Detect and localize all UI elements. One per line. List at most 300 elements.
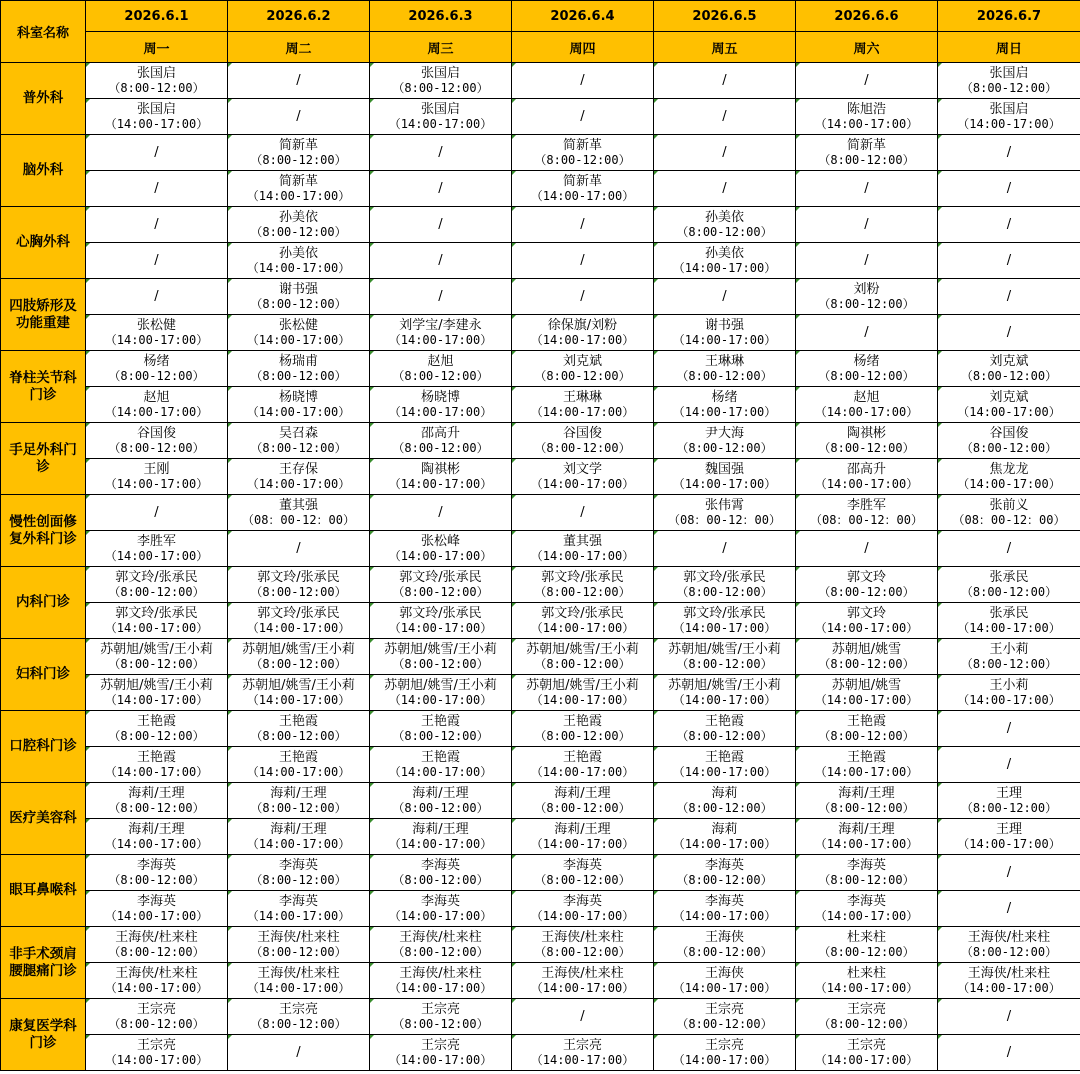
schedule-cell — [228, 963, 370, 999]
time-slot: （8:00-12:00） — [108, 944, 205, 959]
schedule-cell — [370, 603, 512, 639]
time-slot: （14:00-17:00） — [104, 764, 209, 779]
schedule-cell — [228, 1035, 370, 1071]
schedule-cell — [938, 459, 1080, 495]
table-row — [1, 819, 1080, 855]
schedule-cell — [796, 819, 938, 855]
table-row — [1, 387, 1080, 423]
schedule-cell — [370, 315, 512, 351]
time-slot: （14:00-17:00） — [388, 332, 493, 347]
time-slot: （14:00-17:00） — [530, 836, 635, 851]
time-slot: （14:00-17:00） — [388, 764, 493, 779]
schedule-cell — [938, 675, 1080, 711]
department-name: 口腔科门诊 — [1, 711, 86, 783]
time-slot: （8:00-12:00） — [392, 872, 489, 887]
doctor-name: 苏朝旭/姚雪/王小莉 — [384, 641, 497, 657]
department-name: 脊柱关节科门诊 — [1, 351, 86, 423]
doctor-name: 苏朝旭/姚雪/王小莉 — [526, 641, 639, 657]
doctor-name: 张承民 — [989, 605, 1029, 621]
schedule-cell — [654, 891, 796, 927]
time-slot: （14:00-17:00） — [814, 1052, 919, 1067]
schedule-cell — [512, 711, 654, 747]
schedule-cell — [370, 747, 512, 783]
doctor-name: 谷国俊 — [562, 425, 602, 441]
doctor-name: 杨晓博 — [278, 389, 318, 405]
doctor-name: 谢书强 — [278, 281, 318, 297]
schedule-cell — [796, 783, 938, 819]
doctor-name: 焦龙龙 — [989, 461, 1029, 477]
schedule-cell — [938, 1035, 1080, 1071]
doctor-name: 简新革 — [846, 137, 886, 153]
time-slot: （8:00-12:00） — [250, 944, 347, 959]
doctor-name: 杨绪 — [853, 353, 880, 369]
schedule-cell — [938, 711, 1080, 747]
doctor-name: 郭文玲/张承民 — [541, 569, 624, 585]
schedule-cell — [654, 315, 796, 351]
schedule-cell — [228, 675, 370, 711]
doctor-name: 谢书强 — [704, 317, 744, 333]
schedule-cell — [796, 351, 938, 387]
time-slot: （8:00-12:00） — [960, 584, 1058, 599]
time-slot: （8:00-12:00） — [818, 800, 915, 815]
table-body — [1, 63, 1080, 1071]
time-slot: （14:00-17:00） — [104, 908, 209, 923]
schedule-cell — [512, 207, 654, 243]
doctor-name: 董其强 — [278, 497, 318, 513]
doctor-name: 海莉 — [711, 821, 738, 837]
schedule-cell — [512, 135, 654, 171]
time-slot: （14:00-17:00） — [104, 980, 209, 995]
schedule-cell — [512, 927, 654, 963]
time-slot: （14:00-17:00） — [957, 980, 1061, 995]
doctor-name: 谷国俊 — [136, 425, 176, 441]
time-slot: （14:00-17:00） — [672, 332, 777, 347]
weekday-header: 周六 — [796, 32, 938, 63]
schedule-cell — [796, 279, 938, 315]
schedule-cell — [512, 315, 654, 351]
time-slot: （8:00-12:00） — [392, 656, 489, 671]
time-slot: （14:00-17:00） — [672, 908, 777, 923]
schedule-cell — [512, 279, 654, 315]
time-slot: （8:00-12:00） — [534, 872, 631, 887]
time-slot: （14:00-17:00） — [104, 836, 209, 851]
schedule-cell — [654, 1035, 796, 1071]
schedule-cell — [512, 243, 654, 279]
time-slot: （8:00-12:00） — [250, 584, 347, 599]
schedule-cell — [86, 963, 228, 999]
time-slot: （8:00-12:00） — [108, 440, 205, 455]
doctor-name: 王海侠 — [704, 929, 744, 945]
doctor-name: 简新革 — [278, 173, 318, 189]
doctor-name: 李海英 — [562, 893, 602, 909]
schedule-cell — [86, 567, 228, 603]
no-clinic-mark: / — [1006, 901, 1012, 916]
no-clinic-mark: / — [864, 253, 869, 268]
doctor-name: 苏朝旭/姚雪/王小莉 — [100, 641, 213, 657]
schedule-cell — [86, 279, 228, 315]
doctor-name: 海莉/王理 — [838, 821, 895, 837]
time-slot: （8:00-12:00） — [108, 800, 205, 815]
schedule-cell — [654, 279, 796, 315]
doctor-name: 王理 — [995, 821, 1022, 837]
schedule-cell — [512, 531, 654, 567]
time-slot: （14:00-17:00） — [388, 836, 493, 851]
doctor-name: 王理 — [995, 785, 1022, 801]
table-row — [1, 891, 1080, 927]
department-name: 普外科 — [1, 63, 86, 135]
time-slot: （8:00-12:00） — [392, 1016, 489, 1031]
schedule-cell — [512, 891, 654, 927]
schedule-cell — [654, 135, 796, 171]
schedule-cell — [86, 459, 228, 495]
time-slot: （14:00-17:00） — [957, 476, 1061, 491]
doctor-name: 杨绪 — [143, 353, 170, 369]
doctor-name: 李海英 — [136, 857, 176, 873]
schedule-cell — [938, 315, 1080, 351]
schedule-cell — [370, 351, 512, 387]
doctor-name: 海莉/王理 — [554, 785, 611, 801]
time-slot: （8:00-12:00） — [392, 368, 489, 383]
time-slot: （8:00-12:00） — [534, 728, 631, 743]
time-slot: （14:00-17:00） — [246, 908, 351, 923]
dept-column-header: 科室名称 — [1, 1, 86, 63]
weekday-header: 周四 — [512, 32, 654, 63]
doctor-name: 徐保旗/刘粉 — [547, 317, 618, 333]
schedule-cell — [86, 891, 228, 927]
time-slot: （14:00-17:00） — [672, 404, 777, 419]
date-row — [1, 1, 1080, 32]
time-slot: （14:00-17:00） — [246, 980, 351, 995]
doctor-name: 孙美依 — [278, 209, 318, 225]
doctor-name: 苏朝旭/姚雪 — [831, 641, 902, 657]
schedule-cell — [796, 99, 938, 135]
schedule-cell — [796, 387, 938, 423]
no-clinic-mark: / — [438, 505, 443, 520]
time-slot: （8:00-12:00） — [108, 656, 205, 671]
no-clinic-mark: / — [580, 73, 585, 88]
doctor-name: 赵旭 — [427, 353, 454, 369]
no-clinic-mark: / — [1006, 217, 1012, 232]
table-row — [1, 459, 1080, 495]
table-row — [1, 279, 1080, 315]
doctor-name: 吴召森 — [278, 425, 318, 441]
time-slot: （8:00-12:00） — [818, 152, 915, 167]
schedule-cell — [796, 531, 938, 567]
schedule-cell — [370, 1035, 512, 1071]
schedule-cell — [796, 459, 938, 495]
schedule-cell — [228, 747, 370, 783]
weekday-header: 周日 — [938, 32, 1080, 63]
table-row — [1, 675, 1080, 711]
time-slot: （14:00-17:00） — [388, 692, 493, 707]
doctor-name: 王海侠 — [704, 965, 744, 981]
table-row — [1, 567, 1080, 603]
schedule-cell — [796, 711, 938, 747]
doctor-name: 张松峰 — [420, 533, 460, 549]
schedule-cell — [370, 243, 512, 279]
time-slot: （14:00-17:00） — [530, 692, 635, 707]
no-clinic-mark: / — [722, 109, 727, 124]
time-slot: （8:00-12:00） — [250, 728, 347, 743]
no-clinic-mark: / — [1006, 325, 1012, 340]
time-slot: （8:00-12:00） — [534, 656, 631, 671]
no-clinic-mark: / — [154, 253, 159, 268]
doctor-name: 孙美依 — [704, 245, 744, 261]
schedule-cell — [370, 927, 512, 963]
schedule-cell — [86, 819, 228, 855]
schedule-cell — [512, 747, 654, 783]
doctor-name: 王海侠/杜来柱 — [257, 929, 340, 945]
schedule-cell — [796, 891, 938, 927]
schedule-cell — [370, 711, 512, 747]
doctor-name: 郭文玲/张承民 — [115, 605, 198, 621]
time-slot: （14:00-17:00） — [388, 548, 493, 563]
doctor-name: 董其强 — [562, 533, 602, 549]
doctor-name: 王宗亮 — [278, 1001, 318, 1017]
date-header: 2026.6.1 — [86, 1, 228, 32]
no-clinic-mark: / — [154, 217, 159, 232]
schedule-cell — [654, 819, 796, 855]
time-slot: （8:00-12:00） — [250, 224, 347, 239]
doctor-name: 王海侠/杜来柱 — [541, 965, 624, 981]
schedule-cell — [228, 819, 370, 855]
doctor-name: 苏朝旭/姚雪/王小莉 — [668, 641, 781, 657]
schedule-cell — [86, 1035, 228, 1071]
time-slot: （14:00-17:00） — [814, 692, 919, 707]
doctor-name: 王宗亮 — [136, 1037, 176, 1053]
doctor-name: 郭文玲/张承民 — [257, 605, 340, 621]
schedule-cell — [370, 135, 512, 171]
time-slot: （8:00-12:00） — [392, 944, 489, 959]
time-slot: （8:00-12:00） — [108, 584, 205, 599]
doctor-name: 苏朝旭/姚雪/王小莉 — [242, 641, 355, 657]
table-row — [1, 531, 1080, 567]
doctor-name: 王海侠/杜来柱 — [115, 929, 198, 945]
schedule-cell — [654, 495, 796, 531]
time-slot: （8:00-12:00） — [960, 944, 1058, 959]
schedule-cell — [370, 387, 512, 423]
schedule-cell — [938, 63, 1080, 99]
time-slot: （14:00-17:00） — [246, 764, 351, 779]
time-slot: （14:00-17:00） — [957, 116, 1061, 131]
no-clinic-mark: / — [722, 145, 727, 160]
table-row — [1, 603, 1080, 639]
no-clinic-mark: / — [1006, 1009, 1012, 1024]
schedule-cell — [796, 135, 938, 171]
table-row — [1, 711, 1080, 747]
schedule-cell — [228, 531, 370, 567]
doctor-name: 郭文玲 — [846, 569, 886, 585]
table-row — [1, 135, 1080, 171]
time-slot: （8:00-12:00） — [250, 656, 347, 671]
time-slot: （8:00-12:00） — [250, 872, 347, 887]
schedule-cell — [228, 279, 370, 315]
schedule-cell — [654, 567, 796, 603]
schedule-cell — [654, 999, 796, 1035]
schedule-cell — [512, 63, 654, 99]
time-slot: （8:00-12:00） — [676, 800, 773, 815]
schedule-cell — [512, 99, 654, 135]
time-slot: （14:00-17:00） — [814, 476, 919, 491]
no-clinic-mark: / — [154, 145, 159, 160]
time-slot: （14:00-17:00） — [104, 476, 209, 491]
doctor-name: 张伟霄 — [704, 497, 744, 513]
time-slot: （8:00-12:00） — [250, 800, 347, 815]
doctor-name: 苏朝旭/姚雪/王小莉 — [384, 677, 497, 693]
time-slot: （8:00-12:00） — [250, 440, 347, 455]
doctor-name: 王艳霞 — [136, 713, 176, 729]
schedule-cell — [512, 567, 654, 603]
schedule-cell — [228, 927, 370, 963]
time-slot: （14:00-17:00） — [104, 332, 209, 347]
time-slot: （8:00-12:00） — [250, 1016, 347, 1031]
schedule-cell — [228, 315, 370, 351]
table-row — [1, 639, 1080, 675]
doctor-name: 王海侠/杜来柱 — [399, 929, 482, 945]
doctor-name: 苏朝旭/姚雪/王小莉 — [100, 677, 213, 693]
date-header: 2026.6.6 — [796, 1, 938, 32]
doctor-name: 简新革 — [278, 137, 318, 153]
time-slot: （8:00-12:00） — [818, 728, 915, 743]
table-row — [1, 207, 1080, 243]
time-slot: （8:00-12:00） — [534, 152, 631, 167]
doctor-name: 刘学宝/李建永 — [399, 317, 482, 333]
no-clinic-mark: / — [438, 181, 443, 196]
table-row — [1, 315, 1080, 351]
schedule-cell — [370, 783, 512, 819]
doctor-name: 郭文玲/张承民 — [399, 605, 482, 621]
schedule-cell — [86, 927, 228, 963]
schedule-cell — [370, 207, 512, 243]
schedule-cell — [370, 171, 512, 207]
schedule-cell — [654, 783, 796, 819]
schedule-cell — [654, 171, 796, 207]
schedule-cell — [86, 351, 228, 387]
doctor-name: 赵旭 — [143, 389, 170, 405]
time-slot: （14:00-17:00） — [530, 332, 635, 347]
schedule-cell — [512, 423, 654, 459]
doctor-name: 郭文玲/张承民 — [683, 569, 766, 585]
time-slot: （08：00-12：00） — [241, 512, 356, 527]
doctor-name: 郭文玲/张承民 — [257, 569, 340, 585]
time-slot: （14:00-17:00） — [530, 188, 635, 203]
schedule-cell — [512, 639, 654, 675]
schedule-cell — [370, 423, 512, 459]
department-name: 四肢矫形及功能重建 — [1, 279, 86, 351]
schedule-cell — [86, 243, 228, 279]
doctor-name: 杜来柱 — [846, 965, 886, 981]
no-clinic-mark: / — [154, 181, 159, 196]
time-slot: （8:00-12:00） — [108, 80, 205, 95]
schedule-cell — [86, 999, 228, 1035]
doctor-name: 张国启 — [420, 101, 460, 117]
doctor-name: 陈旭浩 — [846, 101, 886, 117]
time-slot: （14:00-17:00） — [530, 980, 635, 995]
date-header: 2026.6.5 — [654, 1, 796, 32]
schedule-cell — [938, 567, 1080, 603]
schedule-cell — [228, 171, 370, 207]
schedule-cell — [654, 387, 796, 423]
department-name: 妇科门诊 — [1, 639, 86, 711]
time-slot: （14:00-17:00） — [246, 332, 351, 347]
doctor-name: 陶祺彬 — [846, 425, 886, 441]
time-slot: （8:00-12:00） — [534, 368, 631, 383]
time-slot: （14:00-17:00） — [388, 476, 493, 491]
schedule-cell — [654, 927, 796, 963]
time-slot: （8:00-12:00） — [250, 368, 347, 383]
schedule-cell — [370, 531, 512, 567]
doctor-name: 海莉/王理 — [128, 785, 185, 801]
doctor-name: 苏朝旭/姚雪/王小莉 — [668, 677, 781, 693]
doctor-name: 邵高升 — [420, 425, 460, 441]
doctor-name: 王宗亮 — [704, 1037, 744, 1053]
schedule-cell — [370, 855, 512, 891]
schedule-cell — [654, 423, 796, 459]
department-name: 心胸外科 — [1, 207, 86, 279]
doctor-name: 孙美依 — [278, 245, 318, 261]
schedule-cell — [370, 891, 512, 927]
schedule-cell — [86, 783, 228, 819]
schedule-cell — [654, 855, 796, 891]
time-slot: （8:00-12:00） — [392, 80, 489, 95]
schedule-cell — [86, 423, 228, 459]
table-row — [1, 963, 1080, 999]
doctor-name: 王艳霞 — [846, 749, 886, 765]
schedule-cell — [938, 207, 1080, 243]
schedule-cell — [938, 387, 1080, 423]
time-slot: （8:00-12:00） — [676, 944, 773, 959]
schedule-cell — [228, 63, 370, 99]
weekday-header: 周三 — [370, 32, 512, 63]
time-slot: （8:00-12:00） — [818, 656, 915, 671]
doctor-name: 刘文学 — [562, 461, 602, 477]
time-slot: （08：00-12：00） — [667, 512, 782, 527]
doctor-name: 海莉/王理 — [412, 821, 469, 837]
doctor-name: 李海英 — [420, 893, 460, 909]
time-slot: （8:00-12:00） — [960, 80, 1058, 95]
time-slot: （8:00-12:00） — [250, 152, 347, 167]
schedule-cell — [938, 351, 1080, 387]
no-clinic-mark: / — [864, 181, 869, 196]
time-slot: （8:00-12:00） — [676, 872, 773, 887]
doctor-name: 刘克斌 — [562, 353, 602, 369]
doctor-name: 杨瑞甫 — [278, 353, 318, 369]
schedule-cell — [796, 495, 938, 531]
table-row — [1, 783, 1080, 819]
doctor-name: 王琳琳 — [562, 389, 602, 405]
schedule-cell — [938, 243, 1080, 279]
schedule-cell — [228, 135, 370, 171]
schedule-cell — [228, 495, 370, 531]
doctor-name: 张国启 — [136, 101, 176, 117]
doctor-name: 王海侠/杜来柱 — [967, 929, 1051, 945]
doctor-name: 郭文玲/张承民 — [115, 569, 198, 585]
schedule-cell — [938, 99, 1080, 135]
time-slot: （14:00-17:00） — [672, 692, 777, 707]
no-clinic-mark: / — [864, 541, 869, 556]
schedule-cell — [512, 171, 654, 207]
time-slot: （8:00-12:00） — [960, 440, 1058, 455]
doctor-name: 王艳霞 — [704, 713, 744, 729]
doctor-name: 李海英 — [562, 857, 602, 873]
time-slot: （8:00-12:00） — [392, 440, 489, 455]
time-slot: （14:00-17:00） — [814, 980, 919, 995]
doctor-name: 王宗亮 — [704, 1001, 744, 1017]
time-slot: （8:00-12:00） — [818, 872, 915, 887]
doctor-name: 赵旭 — [853, 389, 880, 405]
doctor-name: 苏朝旭/姚雪 — [831, 677, 902, 693]
doctor-name: 刘克斌 — [989, 389, 1029, 405]
